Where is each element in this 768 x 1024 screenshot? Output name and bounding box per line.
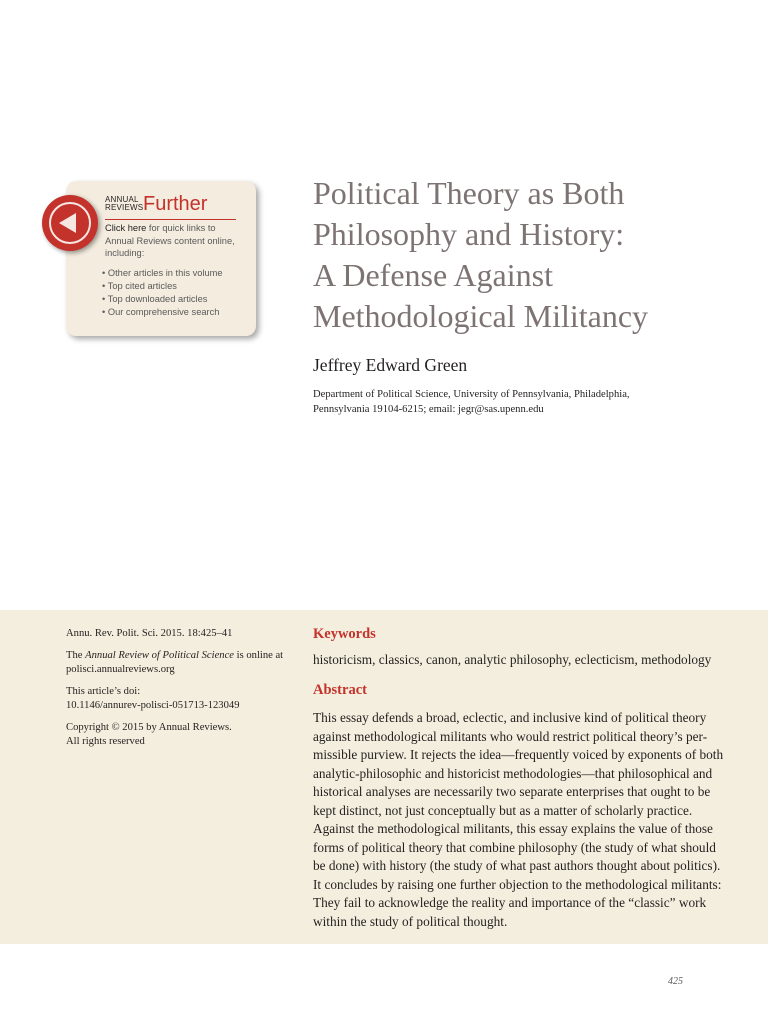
- affiliation-line: Department of Political Science, University of Pennsylvania, Philadelphia,: [313, 389, 630, 400]
- abstract-line: This essay defends a broad, eclectic, and inclusive kind of political theory: [313, 710, 707, 725]
- title-line: Methodological Militancy: [313, 298, 649, 334]
- abstract-line: missible purview. It rejects the idea—frequently voiced by exponents of both: [313, 747, 724, 762]
- further-intro-line3: including:: [105, 248, 145, 258]
- click-here-link[interactable]: Click here: [105, 223, 147, 233]
- author-affiliation: [313, 388, 673, 417]
- title-line: A Defense Against: [313, 257, 553, 293]
- abstract-line: It concludes by raising one further objection to the methodological militants:: [313, 876, 722, 892]
- further-arrow-button[interactable]: [42, 195, 98, 251]
- author-name: Jeffrey Edward Green: [313, 355, 468, 375]
- journal-name: Annual Review of Political Science: [85, 649, 234, 661]
- logo-line-reviews: REVIEWS: [105, 203, 144, 212]
- online-prefix: The: [66, 649, 86, 661]
- journal-url-link[interactable]: polisci.annualreviews.org: [66, 664, 175, 675]
- affiliation-line: Pennsylvania 19104-6215; email: jegr@sas.upenn.edu: [313, 403, 544, 415]
- left-arrow-icon: [42, 195, 98, 251]
- abstract-line: be done) with history (the study of what past authors thought about politics).: [313, 858, 721, 873]
- further-link-top-downloaded[interactable]: • Top downloaded articles: [102, 294, 208, 304]
- abstract-line: historical analyses are necessarily two separate enterprises that ought to be: [313, 784, 711, 799]
- further-intro-line1: for quick links to: [146, 223, 216, 233]
- further-link-search[interactable]: • Our comprehensive search: [102, 307, 220, 317]
- further-link-top-cited[interactable]: • Top cited articles: [102, 281, 177, 291]
- abstract-line: against methodological militants who would restrict political theory’s per-: [313, 728, 708, 744]
- further-links-list: [102, 267, 223, 319]
- keywords-heading: Keywords: [313, 626, 376, 642]
- abstract-line: kept distinct, not just conceptually but as a matter of scholarly practice.: [313, 802, 693, 818]
- keywords-text: historicism, classics, canon, analytic philosophy, eclecticism, methodology: [313, 652, 712, 667]
- article-title: [313, 173, 733, 337]
- online-note: [66, 649, 296, 678]
- abstract-text: [313, 709, 724, 931]
- copyright-block: [66, 721, 296, 750]
- abstract-heading: Abstract: [313, 682, 367, 698]
- further-intro: [105, 222, 251, 260]
- doi-block: [66, 685, 296, 714]
- copyright: Copyright © 2015 by Annual Reviews.: [66, 721, 232, 733]
- citation: Annu. Rev. Polit. Sci. 2015. 18:425–41: [66, 628, 233, 639]
- page-number: 425: [668, 976, 683, 987]
- article-meta: [66, 627, 296, 757]
- title-line: Philosophy and History:: [313, 216, 625, 252]
- logo-line-annual: ANNUAL: [105, 195, 139, 204]
- further-intro-line2: Annual Reviews content online,: [105, 235, 235, 246]
- doi-link[interactable]: 10.1146/annurev-polisci-051713-123049: [66, 700, 240, 711]
- abstract-line: They fail to acknowledge the reality and importance of the “classic” work: [313, 895, 707, 910]
- abstract-line: Against the methodological militants, this essay explains the value of those: [313, 821, 713, 836]
- abstract-line: analytic-philosophic and historicist methodologies—that philosophical and: [313, 765, 713, 781]
- rights: All rights reserved: [66, 736, 145, 747]
- title-line: Political Theory as Both: [313, 175, 625, 211]
- further-divider: [105, 219, 236, 220]
- further-link-other-articles[interactable]: • Other articles in this volume: [102, 268, 223, 278]
- abstract-line: within the study of political thought.: [313, 913, 508, 929]
- doi-label: This article’s doi:: [66, 685, 141, 697]
- abstract-line: forms of political theory that combine philosophy (the study of what should: [313, 839, 716, 855]
- further-title: Further: [143, 193, 208, 215]
- annual-reviews-logo: [105, 196, 143, 212]
- online-suffix: is online at: [233, 649, 284, 661]
